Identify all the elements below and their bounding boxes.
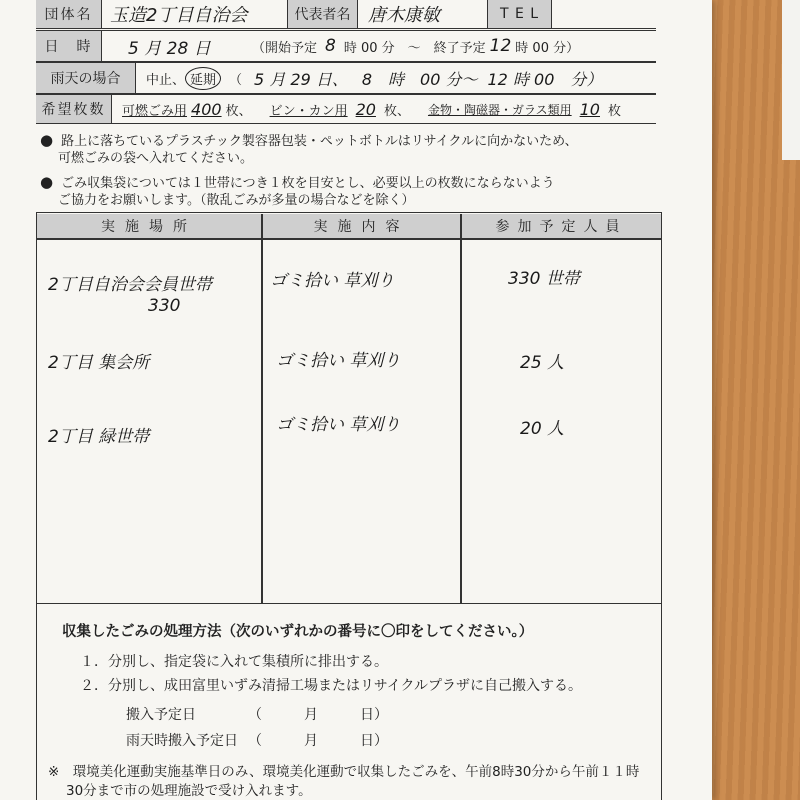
rain-postpone-circled: 延期 [185, 67, 221, 90]
note-plastic-line2: 可燃ごみの袋へ入れてください。 [58, 151, 254, 166]
bags-row [36, 94, 656, 124]
note-bags-line1: ごみ収集袋については１世帯につき１枚を目安とし、必要以上の枚数にならないよう [61, 176, 555, 191]
bottle-unit: 枚、 [383, 103, 410, 119]
background-paper-edge [782, 0, 800, 160]
datetime-row [36, 30, 656, 62]
header-content: 実施内容 [263, 214, 460, 238]
tel-label: T E L [488, 0, 552, 28]
row1-people: 330 世帯 [508, 269, 580, 289]
header-place: 実施場所 [37, 214, 261, 238]
header-divider [37, 238, 661, 240]
rep-value: 唐木康敏 [358, 0, 488, 28]
rain-cancel: 中止、 [146, 72, 186, 88]
note-bags-line2: ご協力をお願いします。（散乱ごみが多量の場合などを除く） [58, 193, 415, 208]
rain-label: 雨天の場合 [36, 63, 136, 93]
burnable-label: 可燃ごみ用 [122, 103, 188, 119]
rain-row [36, 62, 656, 94]
disposal-title: 収集したごみの処理方法（次のいずれかの番号に〇印をしてください。） [62, 624, 534, 640]
burnable-count: 400 [191, 99, 222, 119]
note-bags: ● ごみ収集袋については１世帯につき１枚を目安とし、必要以上の枚数にならないよう ご協力をお願いします。（散乱ごみが多量の場合などを除く） [40, 173, 555, 208]
header-people: 参加予定人員 [462, 214, 661, 238]
note-plastic: ● 路上に落ちているプラスチック製容器包装・ペットボトルはリサイクルに向かないため、 可燃ごみの袋へ入れてください。 [40, 131, 578, 166]
end-hour: 12 [489, 36, 512, 56]
datetime-label: 日 時 [36, 31, 102, 61]
org-value: 玉造2丁目自治会 [102, 0, 288, 28]
row1-place: 2丁目自治会会員世帯 [48, 275, 212, 295]
row1-place-count: 330 [148, 296, 181, 316]
metal-label: 金物・陶磁器・ガラス類用 [427, 102, 572, 117]
event-date: 5 月 28 日 [128, 38, 211, 59]
carry-date-value: （ 月 日） [248, 707, 388, 723]
row3-content: ゴミ拾い 草刈り [276, 415, 401, 435]
column-divider-1 [261, 214, 263, 604]
end-suffix: 時 00 分） [515, 40, 580, 56]
rain-end: 12 時 00 分） [487, 69, 603, 89]
burnable-unit: 枚、 [225, 103, 252, 119]
start-hour: 8 [325, 36, 336, 56]
footnote-line2: 30分まで市の処理施設で受け入れます。 [66, 783, 312, 799]
metal-unit: 枚 [607, 103, 621, 119]
row2-place: 2丁目 集会所 [48, 353, 150, 373]
org-label: 団体名 [36, 0, 102, 28]
row2-content: ゴミ拾い 草刈り [276, 351, 401, 371]
column-divider-2 [460, 214, 462, 604]
carry-date-label: 搬入予定日 [126, 707, 196, 723]
footnote-line1: ※ 環境美化運動実施基準日のみ、環境美化運動で収集したごみを、午前8時30分から午前１１時 [48, 764, 640, 780]
rain-open-paren: （ [229, 72, 243, 88]
rain-carry-date-value: （ 月 日） [248, 733, 388, 749]
row3-people: 20 人 [520, 419, 565, 439]
start-prefix: （開始予定 [252, 40, 318, 56]
disposal-option-1: １．分別し、指定袋に入れて集積所に排出する。 [80, 654, 388, 670]
row2-people: 25 人 [520, 353, 565, 373]
bottle-label: ビン・カン用 [269, 103, 348, 119]
bags-label: 希望枚数 [36, 95, 112, 123]
rain-date: 5 月 29 日、 [254, 69, 348, 89]
note-plastic-line1: 路上に落ちているプラスチック製容器包装・ペットボトルはリサイクルに向かないため、 [61, 134, 578, 149]
disposal-option-2: ２．分別し、成田富里いずみ清掃工場またはリサイクルプラザに自己搬入する。 [80, 678, 583, 694]
rain-start: 8 時 00 分～ [361, 69, 478, 89]
rep-label: 代表者名 [288, 0, 358, 28]
start-middle: 時 00 分 ～ 終了予定 [343, 40, 486, 56]
row3-place: 2丁目 緑世帯 [48, 427, 150, 447]
metal-count: 10 [579, 99, 600, 119]
bottle-count: 20 [355, 99, 376, 119]
row1-content: ゴミ拾い 草刈り [270, 271, 395, 291]
org-row [36, 0, 656, 29]
rain-carry-date-label: 雨天時搬入予定日 [126, 733, 238, 749]
